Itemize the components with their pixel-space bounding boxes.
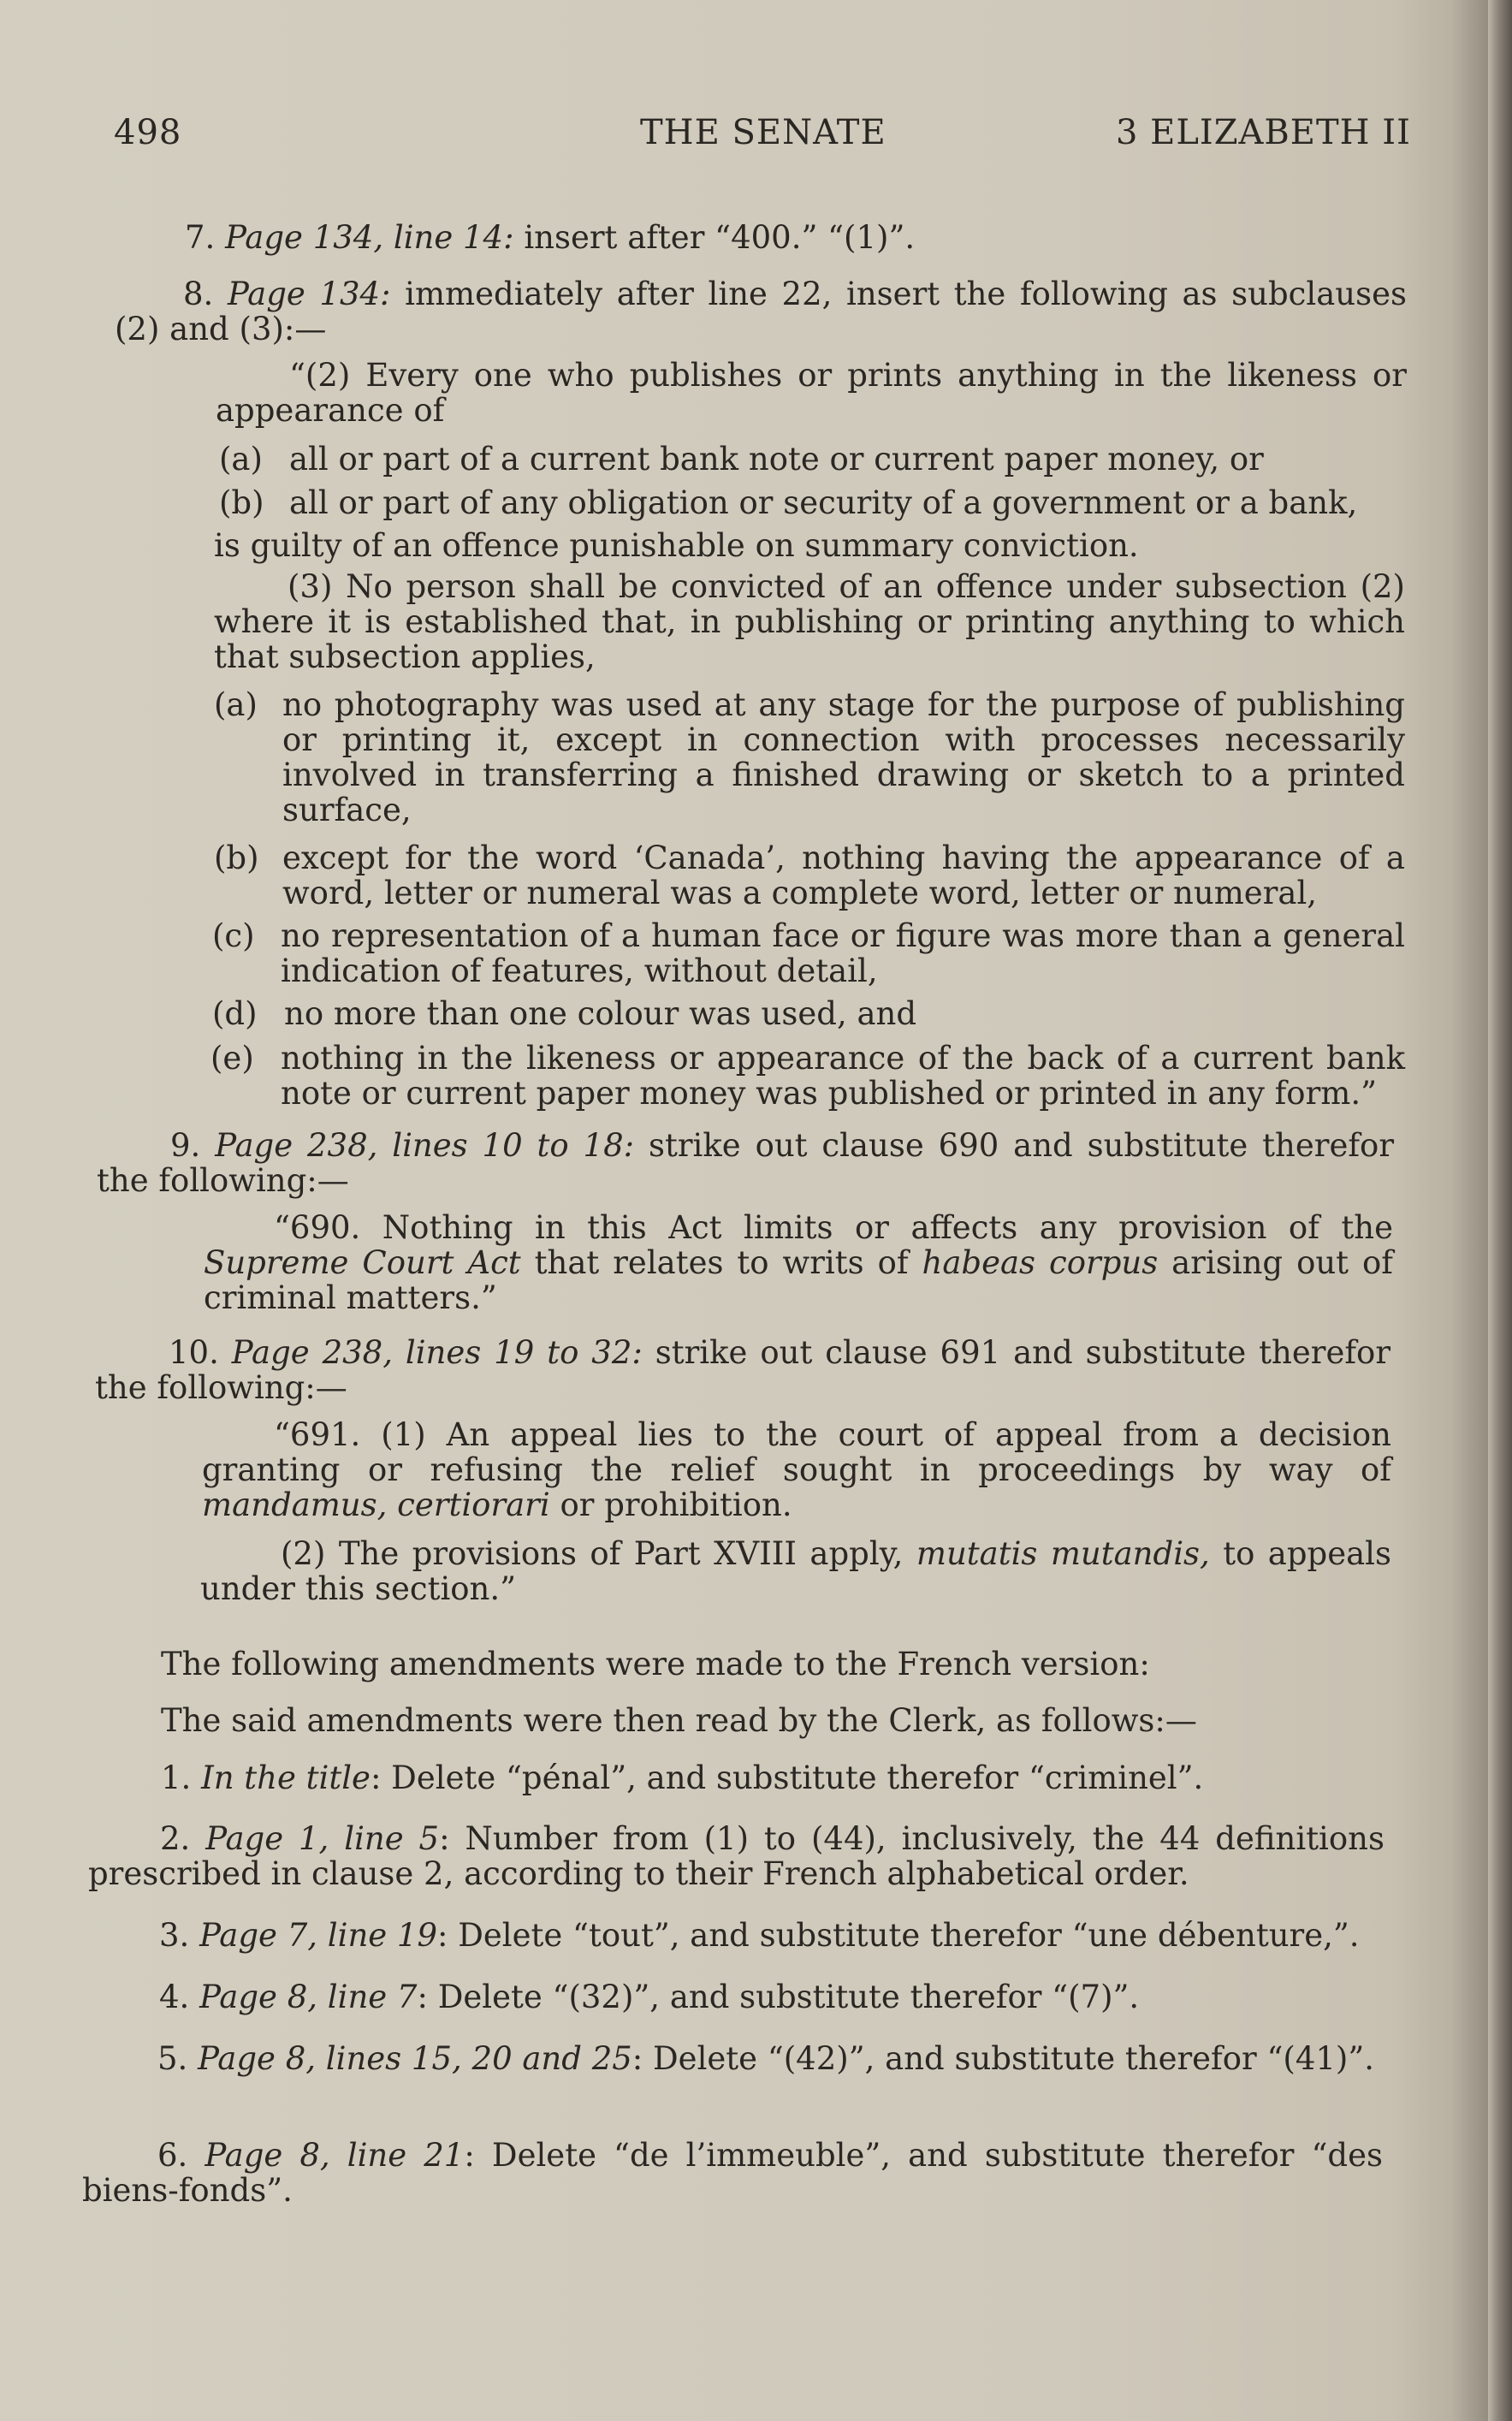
paragraph-b-text: all or part of any obligation or security of a government or a bank,	[289, 484, 1358, 521]
subclause-2: “(2) Every one who publishes or prints anything in the likeness or appearance of	[216, 357, 1407, 429]
condition-c-text: no representation of a human face or figure was more than a general indication of features, without detail,	[281, 917, 1405, 989]
amendment-8	[115, 276, 1407, 347]
paragraph-label-b: (b)	[219, 484, 264, 521]
amendment-reference: Page 238, lines 19 to 32:	[231, 1334, 643, 1371]
amendment-7	[185, 220, 1408, 255]
condition-label-b: (b)	[214, 840, 259, 876]
page-number: 498	[114, 113, 182, 152]
french-amendment-4: 4. Page 8, line 7: Delete “(32)”, and substitute therefor “(7)”.	[159, 1979, 1140, 2015]
condition-b-text: except for the word ‘Canada’, nothing having the appearance of a word, letter or numeral was a complete word, letter or numeral,	[282, 840, 1405, 911]
amendment-reference: Page 134:	[227, 276, 391, 312]
amendment-10	[95, 1335, 1390, 1405]
amendment-text: strike out clause 691 and substitute therefor the following:—	[95, 1334, 1391, 1406]
clerk-read: The said amendments were then read by the Clerk, as follows:—	[161, 1702, 1197, 1739]
condition-label-c: (c)	[212, 917, 255, 954]
amendment-number: 9.	[170, 1127, 201, 1164]
french-amendment-1: 1. In the title: Delete “pénal”, and substitute therefor “criminel”.	[161, 1759, 1204, 1796]
subclause-2-tail: is guilty of an offence punishable on summary conviction.	[214, 527, 1139, 564]
condition-label-e: (e)	[210, 1040, 254, 1077]
amendment-text: strike out clause 690 and substitute therefor the following:—	[97, 1127, 1395, 1199]
clause-690-text: “690. Nothing in this Act limits or affects any provision of the Supreme Court Act that relates to writs of habeas corpus arising out of criminal matters.”	[204, 1209, 1393, 1316]
paragraph-a-text: all or part of a current bank note or current paper money, or	[289, 441, 1264, 478]
condition-d-text: no more than one colour was used, and	[284, 995, 917, 1032]
french-amendment-2: 2. Page 1, line 5: Number from (1) to (44), inclusively, the 44 definitions prescribed in clause 2, according to their French alphabetical order.	[88, 1820, 1385, 1892]
french-amendment-3: 3. Page 7, line 19: Delete “tout”, and substitute therefor “une débenture,”.	[159, 1917, 1360, 1954]
condition-e-text: nothing in the likeness or appearance of the back of a current bank note or current paper money was published or printed in any form.”	[281, 1040, 1405, 1112]
french-amendment-6: 6. Page 8, line 21: Delete “de l’immeuble”, and substitute therefor “des biens-fonds”.	[82, 2137, 1383, 2209]
clause-691-subsection-2: (2) The provisions of Part XVIII apply, mutatis mutandis, to appeals under this section.”	[200, 1535, 1391, 1607]
amendment-number: 7.	[185, 219, 216, 256]
amendment-number: 8.	[183, 276, 214, 312]
french-amendment-5: 5. Page 8, lines 15, 20 and 25: Delete “(42)”, and substitute therefor “(41)”.	[157, 2040, 1375, 2077]
french-intro: The following amendments were made to the French version:	[161, 1646, 1150, 1682]
amendment-number: 10.	[169, 1334, 219, 1371]
running-title: THE SENATE	[640, 113, 886, 152]
paragraph-label-a: (a)	[219, 441, 263, 478]
amendment-reference: Page 134, line 14:	[225, 219, 514, 256]
clause-691-subsection-1: “691. (1) An appeal lies to the court of appeal from a decision granting or refusing the relief sought in proceedings by way of mandamus, certiorari or prohibition.	[202, 1416, 1391, 1523]
condition-label-d: (d)	[212, 995, 258, 1032]
amendment-9	[97, 1128, 1394, 1198]
subclause-3: (3) No person shall be convicted of an offence under subsection (2) where it is established that, in publishing or printing anything to which that subsection applies,	[214, 568, 1405, 675]
amendment-text: insert after “400.” “(1)”.	[513, 219, 916, 256]
page-edge-shadow	[1488, 0, 1512, 2421]
condition-label-a: (a)	[214, 686, 258, 723]
amendment-text: immediately after line 22, insert the following as subclauses (2) and (3):—	[115, 276, 1407, 347]
amendment-reference: Page 238, lines 10 to 18:	[215, 1127, 635, 1164]
session-label: 3 ELIZABETH II	[1116, 113, 1411, 152]
condition-a-text: no photography was used at any stage for the purpose of publishing or printing it, except in connection with processes necessarily involved in transferring a finished drawing or sketch to a printed surface,	[282, 686, 1405, 828]
